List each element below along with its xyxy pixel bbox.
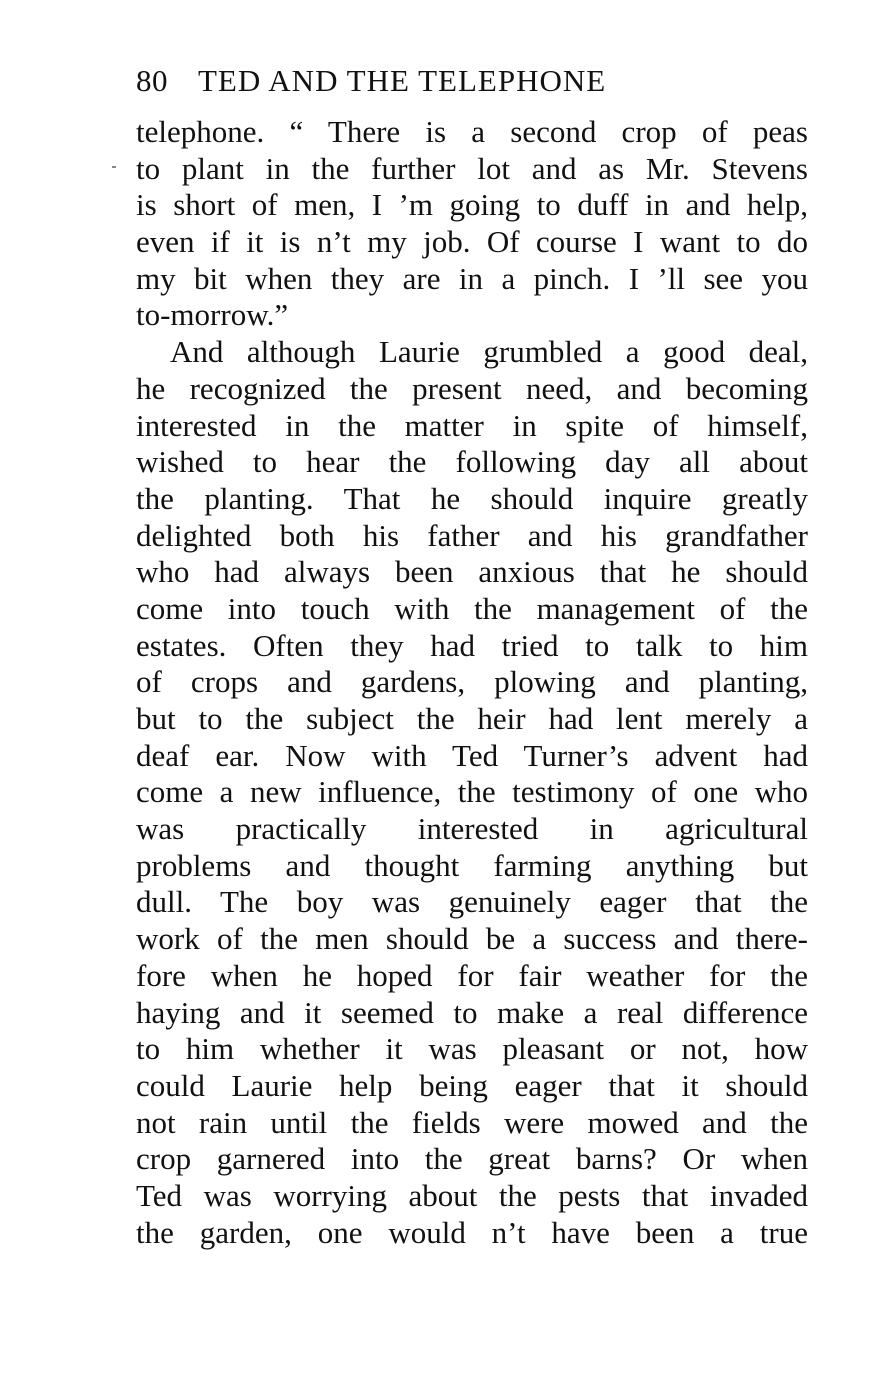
- text-line: he recognized the present need, and becoming: [136, 370, 808, 406]
- text-line: to-morrow.”: [136, 297, 289, 333]
- text-line: wished to hear the following day all about: [136, 444, 808, 480]
- text-line: who had always been anxious that he should: [136, 554, 808, 590]
- text-line: problems and thought farming anything but: [136, 847, 808, 883]
- paragraph-2: [136, 334, 808, 1251]
- text-line: but to the subject the heir had lent merely a: [136, 701, 808, 736]
- text-line: come into touch with the management of the: [136, 590, 808, 626]
- text-line: haying and it seemed to make a real difference: [136, 994, 808, 1030]
- paragraph-1: [136, 114, 808, 334]
- text-line: telephone. “ There is a second crop of peas: [136, 114, 808, 149]
- text-line: And although Laurie grumbled a good deal,: [170, 334, 808, 370]
- text-line: even if it is n’t my job. Of course I want to do: [136, 224, 808, 260]
- text-line: work of the men should be a success and there-: [136, 921, 808, 957]
- text-line: Ted was worrying about the pests that invaded: [136, 1177, 808, 1213]
- text-line: the planting. That he should inquire greatly: [136, 480, 808, 516]
- text-line: estates. Often they had tried to talk to him: [136, 627, 808, 663]
- body-text: [136, 114, 808, 1251]
- text-line: crop garnered into the great barns? Or when: [136, 1141, 808, 1177]
- text-line: not rain until the fields were mowed and the: [136, 1104, 808, 1140]
- book-page: [136, 58, 808, 1251]
- text-line: the garden, one would n’t have been a true: [136, 1214, 808, 1250]
- text-line: fore when he hoped for fair weather for the: [136, 957, 808, 993]
- text-line: was practically interested in agricultural: [136, 811, 808, 847]
- running-head: [136, 58, 808, 114]
- text-line: dull. The boy was genuinely eager that the: [136, 884, 808, 920]
- text-line: to plant in the further lot and as Mr. Stevens: [136, 150, 808, 186]
- text-line: deaf ear. Now with Ted Turner’s advent had: [136, 737, 808, 773]
- text-line: come a new influence, the testimony of one who: [136, 774, 808, 810]
- page-number: 80: [136, 63, 168, 98]
- text-line: interested in the matter in spite of himself,: [136, 407, 808, 443]
- running-title: TED AND THE TELEPHONE: [198, 63, 607, 98]
- text-line: delighted both his father and his grandfather: [136, 517, 808, 553]
- text-line: is short of men, I ’m going to duff in and help,: [136, 187, 808, 223]
- text-line: to him whether it was pleasant or not, how: [136, 1031, 808, 1067]
- text-line: of crops and gardens, plowing and planting,: [136, 664, 808, 700]
- text-line: my bit when they are in a pinch. I ’ll see you: [136, 260, 808, 296]
- margin-mark: [112, 166, 116, 168]
- text-line: could Laurie help being eager that it should: [136, 1067, 808, 1103]
